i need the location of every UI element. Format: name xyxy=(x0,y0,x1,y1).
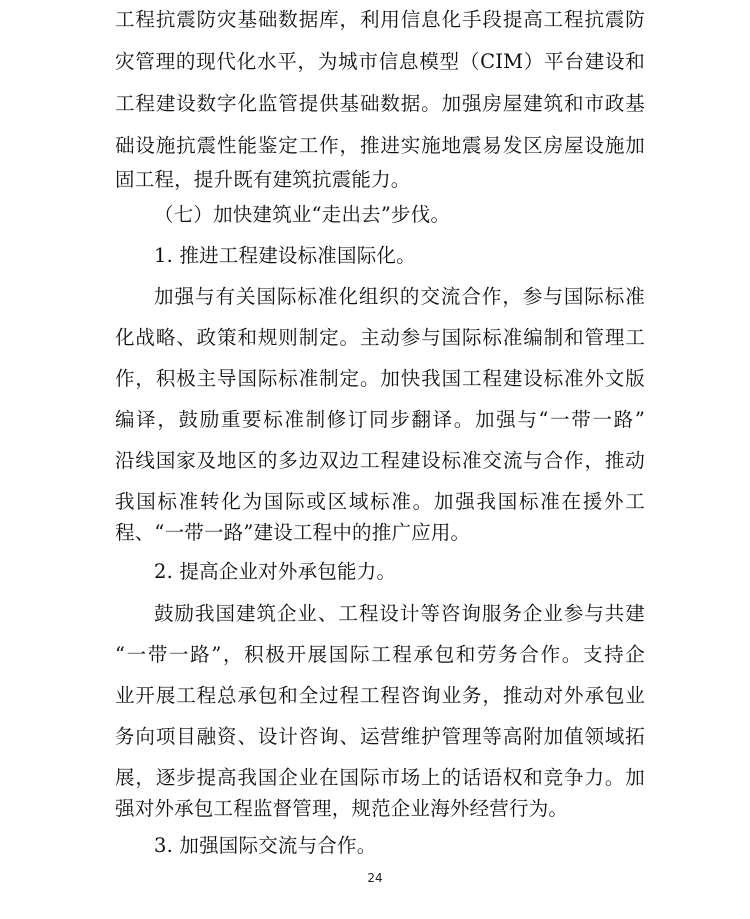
subheading-2: 2. 提高企业对外承包能力。 xyxy=(154,560,397,583)
paragraph-1-line-2: 灾管理的现代化水平，为城市信息模型（CIM）平台建设和 xyxy=(115,50,645,73)
paragraph-1-line-1: 工程抗震防灾基础数据库，利用信息化手段提高工程抗震防 xyxy=(115,8,645,31)
paragraph-2-line-6: 我国标准转化为国际或区域标准。加强我国标准在援外工 xyxy=(115,490,645,513)
paragraph-3-line-4: 务向项目融资、设计咨询、运营维护管理等高附加值领域拓 xyxy=(115,725,645,748)
paragraph-2-line-5: 沿线国家及地区的多边双边工程建设标准交流与合作，推动 xyxy=(115,449,645,472)
paragraph-3-line-2: “一带一路”，积极开展国际工程承包和劳务合作。支持企 xyxy=(115,643,645,666)
paragraph-3-line-5: 展，逐步提高我国企业在国际市场上的话语权和竞争力。加 xyxy=(115,766,645,789)
paragraph-1-line-3: 工程建设数字化监管提供基础数据。加强房屋建筑和市政基 xyxy=(115,92,645,115)
section-heading: （七）加快建筑业“走出去”步伐。 xyxy=(154,203,451,226)
page-number: 24 xyxy=(367,871,383,885)
paragraph-2-line-1: 加强与有关国际标准化组织的交流合作，参与国际标准 xyxy=(154,285,645,308)
paragraph-3-line-3: 业开展工程总承包和全过程工程咨询业务，推动对外承包业 xyxy=(115,684,645,707)
paragraph-2-line-3: 作，积极主导国际标准制定。加快我国工程建设标准外文版 xyxy=(115,367,645,390)
paragraph-3-line-6: 强对外承包工程监督管理，规范企业海外经营行为。 xyxy=(115,797,569,820)
paragraph-1-line-4: 础设施抗震性能鉴定工作，推进实施地震易发区房屋设施加 xyxy=(115,134,645,157)
paragraph-2-line-2: 化战略、政策和规则制定。主动参与国际标准编制和管理工 xyxy=(115,326,645,349)
paragraph-2-line-7: 程、“一带一路”建设工程中的推广应用。 xyxy=(115,521,471,544)
paragraph-2-line-4: 编译，鼓励重要标准制修订同步翻译。加强与“一带一路” xyxy=(115,408,645,431)
paragraph-3-line-1: 鼓励我国建筑企业、工程设计等咨询服务企业参与共建 xyxy=(154,602,645,625)
subheading-1: 1. 推进工程建设标准国际化。 xyxy=(154,244,416,267)
subheading-3: 3. 加强国际交流与合作。 xyxy=(154,834,377,857)
paragraph-1-line-5: 固工程，提升既有建筑抗震能力。 xyxy=(115,168,411,191)
